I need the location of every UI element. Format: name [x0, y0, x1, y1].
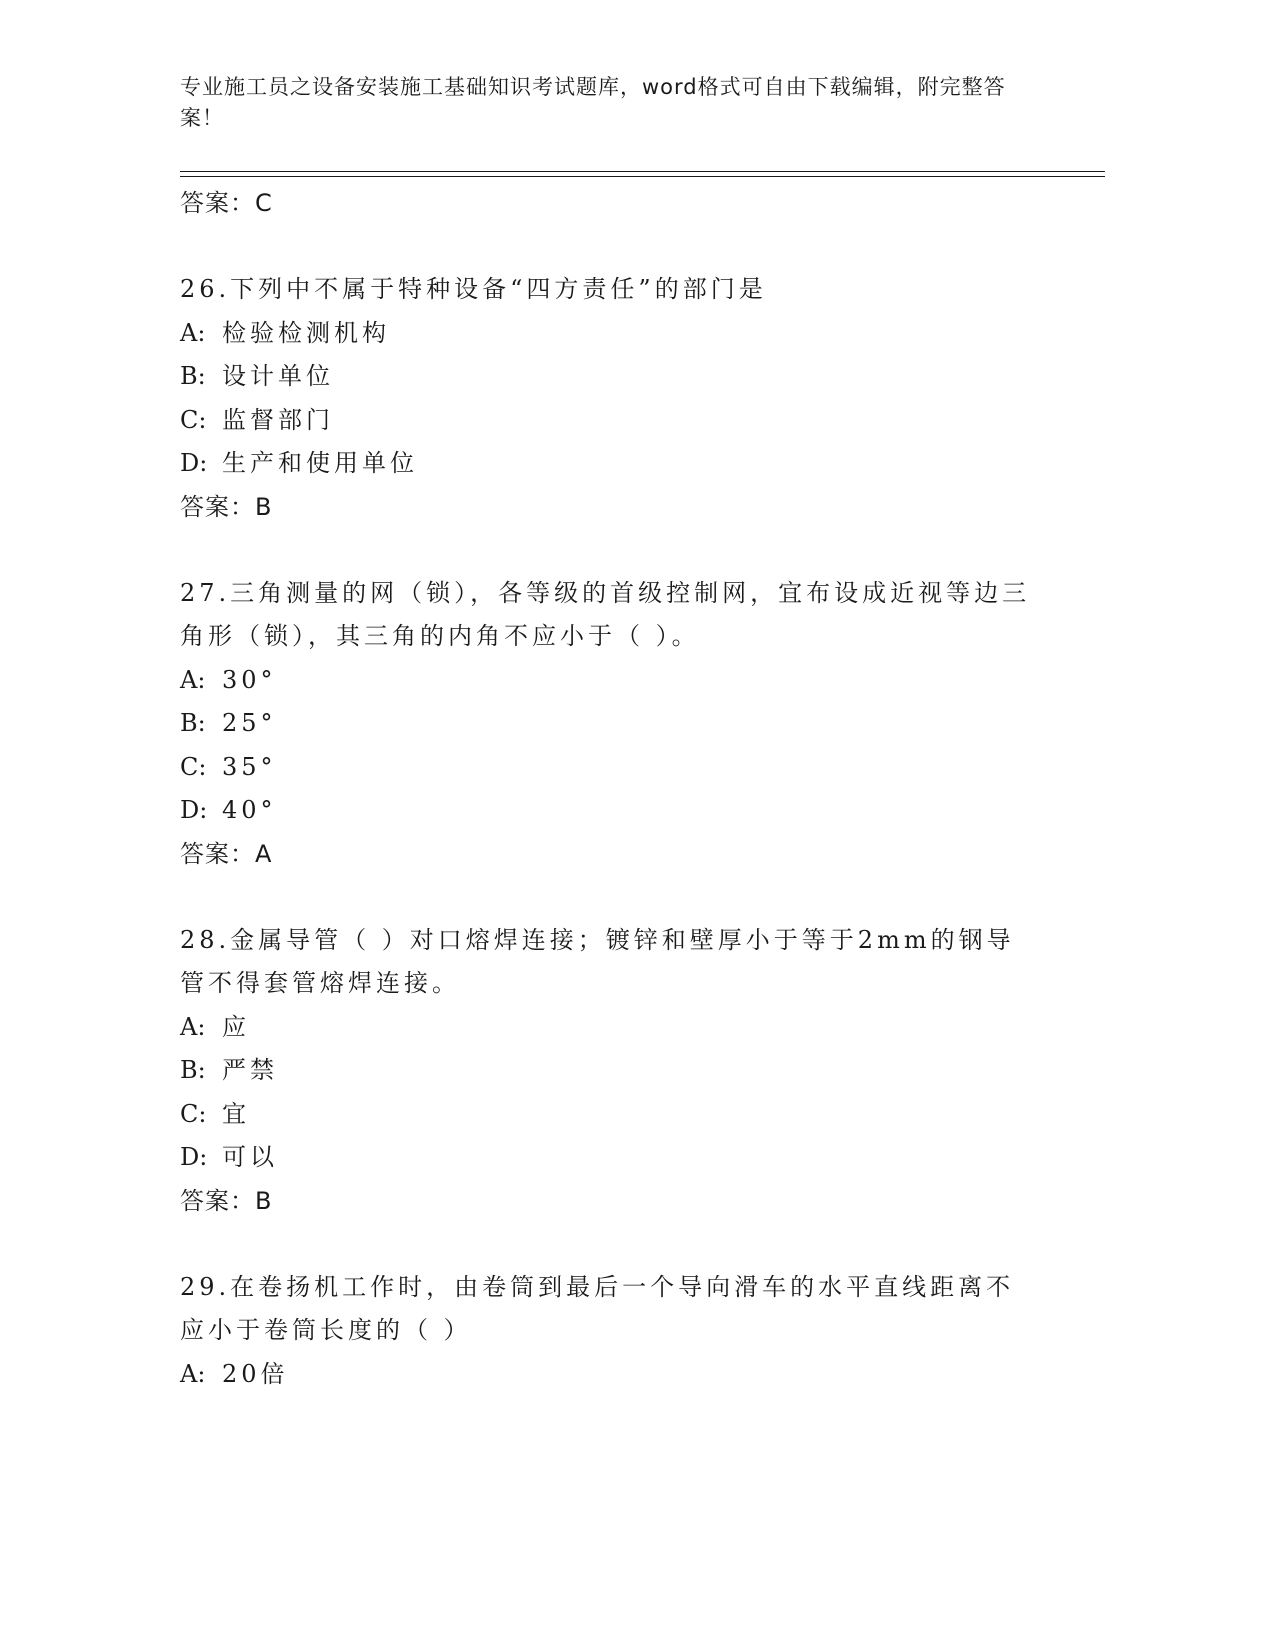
option-key: D: [180, 1143, 208, 1171]
option-key: A: [180, 318, 206, 347]
header-divider-bottom [180, 176, 1105, 177]
option-key: D: [180, 449, 208, 477]
question-27 [180, 572, 1040, 919]
option-key: B: [180, 709, 206, 737]
option-key: B: [180, 362, 206, 390]
option-key: A: [180, 1359, 206, 1388]
option-key: C: [180, 1099, 207, 1128]
question-28 [180, 919, 1040, 1266]
option-key: A: [180, 1012, 206, 1041]
option-a [180, 659, 1040, 703]
answer-line: 答案：B [180, 1186, 273, 1215]
question-text: 27.三角测量的网（锁），各等级的首级控制网，宜布设成近视等边三角形（锁），其三角的内角不应小于（ ）。 [180, 578, 1031, 650]
option-text: 可以 [222, 1143, 278, 1171]
option-c [180, 399, 1040, 443]
option-key: A: [180, 665, 206, 694]
option-a [180, 1006, 1040, 1050]
option-d [180, 442, 1040, 486]
option-text: 生产和使用单位 [222, 449, 418, 477]
option-key: C: [180, 405, 207, 434]
option-key: B: [180, 1056, 206, 1084]
option-text: 30° [222, 665, 277, 694]
option-text: 宜 [222, 1099, 250, 1128]
option-text: 25° [222, 709, 277, 737]
option-c [180, 1093, 1040, 1137]
option-d [180, 789, 1040, 833]
option-text: 监督部门 [222, 405, 334, 434]
option-text: 20倍 [222, 1359, 289, 1388]
option-c [180, 746, 1040, 790]
option-text: 检验检测机构 [222, 318, 390, 347]
option-text: 35° [222, 752, 277, 781]
option-b [180, 355, 1040, 399]
option-b [180, 702, 1040, 746]
question-text: 26.下列中不属于特种设备“四方责任”的部门是 [180, 275, 767, 303]
question-text: 28.金属导管（ ）对口熔焊连接；镀锌和壁厚小于等于2mm的钢导管不得套管熔焊连接。 [180, 925, 1015, 997]
question-29 [180, 1266, 1040, 1397]
option-text: 应 [222, 1012, 250, 1041]
question-text: 29.在卷扬机工作时，由卷筒到最后一个导向滑车的水平直线距离不应小于卷筒长度的（ ） [180, 1272, 1015, 1344]
option-text: 严禁 [222, 1056, 278, 1084]
answer-line: 答案：C [180, 189, 273, 217]
option-text: 设计单位 [222, 362, 334, 390]
answer-line: 答案：A [180, 839, 273, 868]
option-key: C: [180, 752, 207, 781]
option-b [180, 1049, 1040, 1093]
header-divider-top [180, 171, 1105, 172]
option-d [180, 1136, 1040, 1180]
option-text: 40° [222, 796, 277, 824]
answer-line: 答案：B [180, 492, 273, 521]
page-header: 专业施工员之设备安装施工基础知识考试题库，word格式可自由下载编辑，附完整答案！ [180, 75, 1006, 130]
option-a [180, 312, 1040, 356]
question-26 [180, 268, 1040, 572]
option-a [180, 1353, 1040, 1397]
question-list [180, 182, 1040, 1396]
option-key: D: [180, 796, 208, 824]
